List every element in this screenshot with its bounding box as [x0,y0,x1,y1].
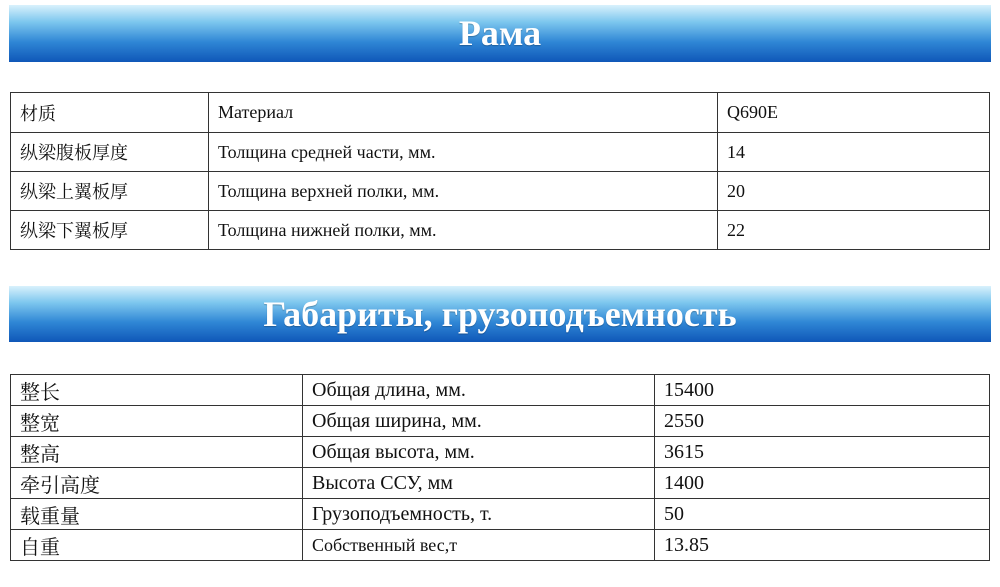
spec-label-ru: Собственный вес,т [303,530,655,561]
table-row [11,530,990,561]
spec-label-ru: Общая высота, мм. [303,437,655,468]
spec-label-cn: 牵引高度 [11,468,303,499]
table-row [11,437,990,468]
table-row [11,211,990,250]
spec-label-ru: Высота ССУ, мм [303,468,655,499]
spec-label-ru: Грузоподъемность, т. [303,499,655,530]
spec-value: 50 [655,499,990,530]
table-row [11,499,990,530]
table-row [11,468,990,499]
dimensions-section-header [9,286,991,342]
frame-section-title: Рама [458,13,542,53]
dimensions-spec-table [10,374,990,561]
spec-label-ru: Толщина верхней полки, мм. [209,172,718,211]
spec-value: 1400 [655,468,990,499]
table-row [11,133,990,172]
spec-label-ru: Толщина средней части, мм. [209,133,718,172]
spec-label-cn: 整长 [11,375,303,406]
spec-label-cn: 纵梁上翼板厚 [11,172,209,211]
spec-label-cn: 纵梁腹板厚度 [11,133,209,172]
spec-value: 2550 [655,406,990,437]
spec-label-cn: 整高 [11,437,303,468]
spec-label-cn: 自重 [11,530,303,561]
spec-value: 22 [718,211,990,250]
dimensions-section-title: Габариты, грузоподъемность [263,294,737,334]
table-row [11,375,990,406]
spec-value: 13.85 [655,530,990,561]
table-row [11,93,990,133]
table-row [11,406,990,437]
spec-label-ru: Общая длина, мм. [303,375,655,406]
spec-value: Q690E [718,93,990,133]
spec-value: 3615 [655,437,990,468]
spec-label-cn: 材质 [11,93,209,133]
spec-label-ru: Общая ширина, мм. [303,406,655,437]
frame-spec-table [10,92,990,250]
table-row [11,172,990,211]
spec-value: 15400 [655,375,990,406]
spec-label-cn: 纵梁下翼板厚 [11,211,209,250]
spec-value: 14 [718,133,990,172]
spec-value: 20 [718,172,990,211]
spec-label-ru: Толщина нижней полки, мм. [209,211,718,250]
spec-label-cn: 载重量 [11,499,303,530]
frame-section-header [9,5,991,62]
spec-label-ru: Материал [209,93,718,133]
spec-label-cn: 整宽 [11,406,303,437]
